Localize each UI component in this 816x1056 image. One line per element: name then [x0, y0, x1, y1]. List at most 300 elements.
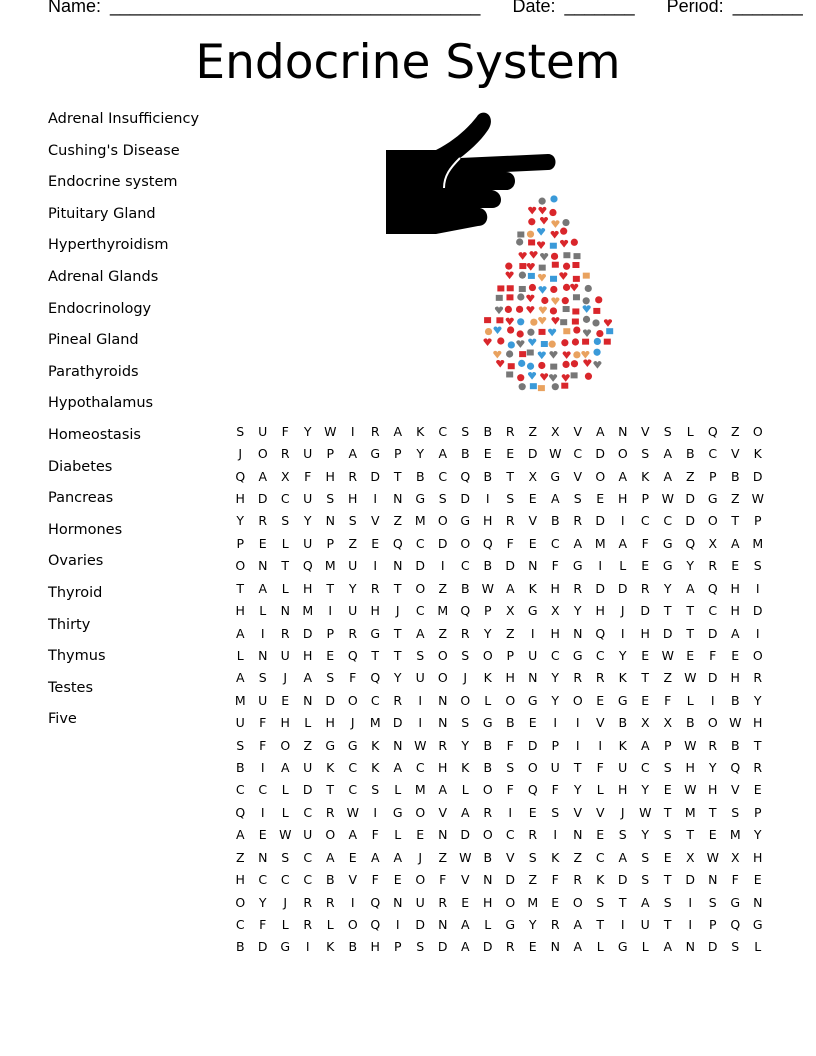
- grid-letter[interactable]: R: [258, 513, 268, 529]
- grid-letter[interactable]: G: [662, 558, 673, 574]
- grid-letter[interactable]: G: [752, 916, 763, 932]
- grid-letter[interactable]: T: [393, 580, 402, 596]
- grid-letter[interactable]: F: [349, 670, 357, 686]
- grid-letter[interactable]: N: [438, 692, 448, 708]
- grid-letter[interactable]: T: [573, 760, 582, 776]
- grid-letter[interactable]: O: [752, 423, 763, 439]
- grid-letter[interactable]: J: [620, 603, 625, 619]
- grid-letter[interactable]: Z: [528, 872, 538, 888]
- grid-letter[interactable]: L: [619, 558, 627, 574]
- grid-letter[interactable]: Q: [370, 670, 381, 686]
- grid-letter[interactable]: W: [346, 804, 359, 820]
- grid-letter[interactable]: M: [324, 558, 336, 574]
- grid-letter[interactable]: Z: [573, 849, 583, 865]
- grid-letter[interactable]: M: [684, 804, 696, 820]
- grid-letter[interactable]: T: [663, 916, 672, 932]
- grid-letter[interactable]: Y: [753, 827, 762, 843]
- grid-letter[interactable]: D: [257, 939, 268, 955]
- grid-letter[interactable]: Z: [528, 423, 538, 439]
- grid-letter[interactable]: S: [528, 849, 537, 865]
- grid-letter[interactable]: N: [438, 827, 448, 843]
- grid-letter[interactable]: D: [527, 737, 538, 753]
- grid-letter[interactable]: W: [459, 849, 472, 865]
- grid-letter[interactable]: C: [370, 692, 380, 708]
- grid-letter[interactable]: A: [550, 490, 560, 506]
- grid-letter[interactable]: A: [235, 827, 245, 843]
- grid-letter[interactable]: Z: [730, 423, 740, 439]
- grid-letter[interactable]: H: [483, 513, 493, 529]
- grid-letter[interactable]: E: [731, 647, 740, 663]
- grid-letter[interactable]: R: [573, 670, 583, 686]
- grid-letter[interactable]: P: [551, 737, 560, 753]
- grid-letter[interactable]: Q: [370, 894, 381, 910]
- grid-letter[interactable]: S: [663, 423, 672, 439]
- grid-letter[interactable]: D: [437, 939, 448, 955]
- grid-letter[interactable]: S: [573, 490, 582, 506]
- grid-letter[interactable]: H: [370, 939, 380, 955]
- grid-letter[interactable]: U: [303, 827, 313, 843]
- grid-letter[interactable]: Y: [461, 737, 470, 753]
- grid-letter[interactable]: H: [235, 872, 245, 888]
- grid-letter[interactable]: B: [415, 468, 425, 484]
- grid-row-letters[interactable]: [229, 536, 769, 551]
- grid-letter[interactable]: A: [595, 423, 605, 439]
- grid-letter[interactable]: R: [505, 939, 515, 955]
- grid-letter[interactable]: U: [528, 647, 538, 663]
- grid-letter[interactable]: N: [258, 849, 268, 865]
- grid-letter[interactable]: Y: [416, 446, 425, 462]
- grid-letter[interactable]: H: [325, 715, 335, 731]
- grid-letter[interactable]: B: [483, 737, 493, 753]
- grid-letter[interactable]: K: [326, 760, 335, 776]
- grid-letter[interactable]: D: [707, 939, 718, 955]
- grid-letter[interactable]: M: [234, 692, 246, 708]
- grid-letter[interactable]: M: [594, 535, 606, 551]
- grid-letter[interactable]: Q: [302, 558, 313, 574]
- grid-letter[interactable]: F: [731, 872, 739, 888]
- grid-letter[interactable]: B: [235, 760, 245, 776]
- grid-letter[interactable]: Q: [370, 916, 381, 932]
- grid-letter[interactable]: R: [438, 737, 448, 753]
- grid-letter[interactable]: C: [280, 872, 290, 888]
- grid-letter[interactable]: Y: [393, 670, 402, 686]
- grid-letter[interactable]: X: [640, 715, 650, 731]
- grid-letter[interactable]: D: [257, 490, 268, 506]
- grid-letter[interactable]: H: [550, 625, 560, 641]
- grid-letter[interactable]: Y: [348, 580, 357, 596]
- grid-letter[interactable]: K: [551, 849, 560, 865]
- grid-letter[interactable]: Y: [641, 782, 650, 798]
- grid-letter[interactable]: V: [573, 468, 583, 484]
- grid-letter[interactable]: G: [370, 625, 381, 641]
- grid-letter[interactable]: G: [730, 894, 741, 910]
- grid-letter[interactable]: E: [641, 692, 650, 708]
- grid-letter[interactable]: O: [752, 647, 763, 663]
- grid-row-letters[interactable]: [229, 446, 769, 461]
- grid-letter[interactable]: T: [731, 513, 740, 529]
- grid-letter[interactable]: P: [506, 647, 515, 663]
- date-blank[interactable]: _______: [564, 0, 635, 16]
- grid-letter[interactable]: Y: [618, 647, 627, 663]
- grid-letter[interactable]: S: [551, 804, 560, 820]
- grid-letter[interactable]: C: [348, 760, 358, 776]
- grid-letter[interactable]: G: [617, 692, 628, 708]
- grid-letter[interactable]: Z: [438, 849, 448, 865]
- grid-letter[interactable]: J: [238, 446, 243, 462]
- grid-letter[interactable]: G: [662, 535, 673, 551]
- grid-letter[interactable]: R: [505, 513, 515, 529]
- grid-letter[interactable]: T: [686, 827, 695, 843]
- grid-letter[interactable]: O: [280, 737, 291, 753]
- grid-letter[interactable]: A: [393, 760, 403, 776]
- grid-letter[interactable]: C: [460, 558, 470, 574]
- grid-letter[interactable]: E: [528, 535, 537, 551]
- grid-letter[interactable]: E: [753, 782, 762, 798]
- grid-letter[interactable]: R: [595, 670, 605, 686]
- grid-letter[interactable]: W: [324, 423, 337, 439]
- grid-letter[interactable]: E: [596, 490, 605, 506]
- grid-letter[interactable]: H: [550, 580, 560, 596]
- grid-letter[interactable]: C: [258, 872, 268, 888]
- grid-letter[interactable]: F: [709, 647, 717, 663]
- grid-letter[interactable]: A: [258, 580, 268, 596]
- grid-letter[interactable]: E: [483, 446, 492, 462]
- grid-letter[interactable]: E: [663, 849, 672, 865]
- grid-letter[interactable]: S: [506, 760, 515, 776]
- grid-letter[interactable]: N: [483, 872, 493, 888]
- grid-letter[interactable]: A: [258, 468, 268, 484]
- grid-row-letters[interactable]: [229, 760, 769, 775]
- grid-letter[interactable]: U: [640, 916, 650, 932]
- grid-letter[interactable]: P: [236, 535, 245, 551]
- grid-letter[interactable]: F: [371, 827, 379, 843]
- grid-letter[interactable]: X: [685, 849, 695, 865]
- grid-letter[interactable]: Y: [303, 423, 312, 439]
- grid-letter[interactable]: I: [598, 737, 603, 753]
- grid-letter[interactable]: S: [663, 827, 672, 843]
- grid-letter[interactable]: H: [303, 580, 313, 596]
- grid-letter[interactable]: Y: [753, 692, 762, 708]
- grid-letter[interactable]: U: [235, 715, 245, 731]
- grid-row-letters[interactable]: [229, 782, 769, 797]
- grid-letter[interactable]: M: [369, 715, 381, 731]
- grid-letter[interactable]: D: [302, 782, 313, 798]
- grid-letter[interactable]: X: [280, 468, 290, 484]
- grid-letter[interactable]: R: [325, 804, 335, 820]
- grid-letter[interactable]: P: [708, 916, 717, 932]
- grid-letter[interactable]: S: [281, 849, 290, 865]
- grid-letter[interactable]: D: [685, 490, 696, 506]
- grid-letter[interactable]: L: [686, 692, 694, 708]
- grid-letter[interactable]: A: [460, 939, 470, 955]
- grid-letter[interactable]: P: [753, 804, 762, 820]
- grid-letter[interactable]: H: [753, 849, 763, 865]
- grid-letter[interactable]: I: [260, 804, 265, 820]
- grid-letter[interactable]: E: [641, 558, 650, 574]
- grid-letter[interactable]: V: [460, 872, 470, 888]
- grid-letter[interactable]: O: [437, 647, 448, 663]
- grid-letter[interactable]: H: [685, 760, 695, 776]
- grid-letter[interactable]: L: [281, 782, 289, 798]
- grid-letter[interactable]: W: [661, 490, 674, 506]
- grid-letter[interactable]: Y: [551, 670, 560, 686]
- grid-letter[interactable]: C: [415, 535, 425, 551]
- grid-letter[interactable]: G: [415, 490, 426, 506]
- grid-letter[interactable]: A: [730, 535, 740, 551]
- grid-letter[interactable]: L: [484, 692, 492, 708]
- grid-letter[interactable]: V: [505, 849, 515, 865]
- grid-letter[interactable]: D: [527, 446, 538, 462]
- grid-letter[interactable]: Y: [641, 827, 650, 843]
- grid-letter[interactable]: I: [688, 916, 693, 932]
- grid-letter[interactable]: A: [505, 580, 515, 596]
- grid-letter[interactable]: S: [416, 647, 425, 663]
- grid-letter[interactable]: W: [729, 715, 742, 731]
- grid-letter[interactable]: H: [708, 782, 718, 798]
- grid-letter[interactable]: I: [485, 490, 490, 506]
- grid-letter[interactable]: L: [461, 782, 469, 798]
- grid-letter[interactable]: O: [460, 692, 471, 708]
- grid-letter[interactable]: E: [528, 490, 537, 506]
- grid-letter[interactable]: C: [438, 468, 448, 484]
- grid-letter[interactable]: N: [528, 670, 538, 686]
- grid-row-letters[interactable]: [229, 715, 769, 730]
- grid-row-letters[interactable]: [229, 491, 769, 506]
- grid-letter[interactable]: F: [281, 423, 289, 439]
- grid-letter[interactable]: X: [550, 423, 560, 439]
- grid-row-letters[interactable]: [229, 872, 769, 887]
- grid-letter[interactable]: P: [753, 513, 762, 529]
- grid-letter[interactable]: Y: [528, 916, 537, 932]
- grid-letter[interactable]: G: [527, 692, 538, 708]
- grid-letter[interactable]: I: [688, 894, 693, 910]
- grid-letter[interactable]: Q: [235, 468, 246, 484]
- grid-letter[interactable]: R: [528, 827, 538, 843]
- grid-letter[interactable]: I: [395, 916, 400, 932]
- grid-letter[interactable]: A: [280, 760, 290, 776]
- grid-row-letters[interactable]: [229, 917, 769, 932]
- grid-letter[interactable]: A: [348, 827, 358, 843]
- grid-letter[interactable]: P: [641, 490, 650, 506]
- grid-letter[interactable]: O: [437, 513, 448, 529]
- grid-letter[interactable]: Q: [730, 916, 741, 932]
- grid-letter[interactable]: B: [483, 468, 493, 484]
- grid-letter[interactable]: B: [618, 715, 628, 731]
- grid-letter[interactable]: V: [348, 872, 358, 888]
- grid-letter[interactable]: Q: [460, 468, 471, 484]
- grid-letter[interactable]: U: [348, 558, 358, 574]
- grid-letter[interactable]: C: [348, 782, 358, 798]
- grid-letter[interactable]: M: [414, 782, 426, 798]
- grid-row-letters[interactable]: [229, 738, 769, 753]
- grid-letter[interactable]: I: [305, 939, 310, 955]
- grid-letter[interactable]: F: [304, 468, 312, 484]
- grid-letter[interactable]: R: [370, 423, 380, 439]
- grid-letter[interactable]: A: [393, 423, 403, 439]
- grid-letter[interactable]: Y: [573, 782, 582, 798]
- grid-row-letters[interactable]: [229, 424, 769, 439]
- grid-letter[interactable]: F: [506, 535, 514, 551]
- grid-letter[interactable]: J: [395, 603, 400, 619]
- grid-letter[interactable]: C: [303, 804, 313, 820]
- grid-letter[interactable]: B: [730, 737, 740, 753]
- grid-letter[interactable]: E: [551, 894, 560, 910]
- grid-letter[interactable]: O: [482, 827, 493, 843]
- grid-letter[interactable]: E: [258, 827, 267, 843]
- grid-letter[interactable]: R: [393, 692, 403, 708]
- grid-letter[interactable]: K: [618, 670, 627, 686]
- grid-letter[interactable]: N: [393, 558, 403, 574]
- grid-letter[interactable]: E: [393, 872, 402, 888]
- grid-letter[interactable]: D: [460, 827, 471, 843]
- grid-letter[interactable]: D: [662, 625, 673, 641]
- grid-letter[interactable]: S: [416, 939, 425, 955]
- grid-letter[interactable]: A: [415, 625, 425, 641]
- grid-letter[interactable]: T: [393, 647, 402, 663]
- grid-letter[interactable]: L: [281, 580, 289, 596]
- grid-row-letters[interactable]: [229, 648, 769, 663]
- grid-letter[interactable]: B: [483, 558, 493, 574]
- grid-row-letters[interactable]: [229, 805, 769, 820]
- grid-letter[interactable]: I: [350, 423, 355, 439]
- grid-letter[interactable]: V: [438, 804, 448, 820]
- grid-letter[interactable]: A: [618, 535, 628, 551]
- grid-letter[interactable]: F: [259, 916, 267, 932]
- grid-letter[interactable]: N: [258, 558, 268, 574]
- grid-letter[interactable]: O: [707, 513, 718, 529]
- grid-letter[interactable]: A: [325, 849, 335, 865]
- grid-letter[interactable]: D: [640, 603, 651, 619]
- grid-letter[interactable]: B: [348, 939, 358, 955]
- grid-letter[interactable]: N: [393, 490, 403, 506]
- grid-letter[interactable]: O: [415, 872, 426, 888]
- grid-letter[interactable]: A: [730, 625, 740, 641]
- grid-letter[interactable]: Y: [258, 894, 267, 910]
- grid-letter[interactable]: D: [685, 872, 696, 888]
- grid-letter[interactable]: R: [325, 894, 335, 910]
- grid-letter[interactable]: D: [707, 625, 718, 641]
- grid-letter[interactable]: S: [596, 894, 605, 910]
- grid-letter[interactable]: S: [663, 760, 672, 776]
- grid-letter[interactable]: I: [598, 558, 603, 574]
- grid-letter[interactable]: S: [348, 513, 357, 529]
- grid-letter[interactable]: A: [663, 939, 673, 955]
- grid-letter[interactable]: A: [348, 446, 358, 462]
- grid-letter[interactable]: V: [528, 513, 538, 529]
- grid-letter[interactable]: T: [663, 872, 672, 888]
- grid-letter[interactable]: S: [731, 939, 740, 955]
- grid-letter[interactable]: G: [392, 804, 403, 820]
- grid-letter[interactable]: B: [483, 849, 493, 865]
- grid-letter[interactable]: U: [415, 670, 425, 686]
- grid-letter[interactable]: Y: [483, 625, 492, 641]
- grid-letter[interactable]: R: [483, 804, 493, 820]
- grid-letter[interactable]: R: [348, 468, 358, 484]
- grid-letter[interactable]: P: [663, 737, 672, 753]
- grid-letter[interactable]: V: [595, 715, 605, 731]
- grid-letter[interactable]: L: [641, 939, 649, 955]
- grid-letter[interactable]: Q: [347, 647, 358, 663]
- grid-letter[interactable]: T: [393, 468, 402, 484]
- grid-letter[interactable]: O: [505, 894, 516, 910]
- grid-letter[interactable]: V: [573, 423, 583, 439]
- grid-letter[interactable]: N: [280, 603, 290, 619]
- grid-letter[interactable]: I: [373, 490, 378, 506]
- grid-letter[interactable]: E: [708, 827, 717, 843]
- grid-letter[interactable]: Q: [482, 535, 493, 551]
- grid-letter[interactable]: D: [617, 580, 628, 596]
- grid-letter[interactable]: A: [235, 625, 245, 641]
- grid-letter[interactable]: C: [708, 446, 718, 462]
- grid-letter[interactable]: N: [438, 916, 448, 932]
- grid-letter[interactable]: Y: [551, 692, 560, 708]
- grid-letter[interactable]: B: [483, 760, 493, 776]
- grid-letter[interactable]: B: [730, 692, 740, 708]
- grid-letter[interactable]: S: [326, 670, 335, 686]
- grid-letter[interactable]: S: [236, 737, 245, 753]
- grid-letter[interactable]: D: [415, 916, 426, 932]
- grid-letter[interactable]: D: [505, 872, 516, 888]
- grid-letter[interactable]: X: [528, 468, 538, 484]
- grid-row-letters[interactable]: [229, 827, 769, 842]
- grid-letter[interactable]: G: [347, 737, 358, 753]
- grid-letter[interactable]: E: [416, 827, 425, 843]
- grid-letter[interactable]: Z: [235, 849, 245, 865]
- grid-letter[interactable]: A: [640, 737, 650, 753]
- grid-letter[interactable]: P: [326, 625, 335, 641]
- grid-letter[interactable]: M: [302, 603, 314, 619]
- grid-letter[interactable]: M: [527, 894, 539, 910]
- grid-row-letters[interactable]: [229, 469, 769, 484]
- grid-letter[interactable]: S: [371, 782, 380, 798]
- grid-letter[interactable]: B: [685, 446, 695, 462]
- grid-letter[interactable]: U: [415, 894, 425, 910]
- grid-letter[interactable]: E: [528, 804, 537, 820]
- grid-letter[interactable]: L: [326, 916, 334, 932]
- grid-letter[interactable]: J: [350, 715, 355, 731]
- grid-letter[interactable]: H: [730, 580, 740, 596]
- grid-letter[interactable]: I: [440, 558, 445, 574]
- grid-letter[interactable]: O: [707, 715, 718, 731]
- grid-letter[interactable]: O: [595, 468, 606, 484]
- grid-row-letters[interactable]: [229, 513, 769, 528]
- grid-letter[interactable]: A: [618, 468, 628, 484]
- grid-letter[interactable]: O: [325, 827, 336, 843]
- grid-letter[interactable]: K: [416, 423, 425, 439]
- grid-letter[interactable]: T: [236, 580, 245, 596]
- grid-letter[interactable]: Q: [707, 423, 718, 439]
- grid-letter[interactable]: Z: [505, 625, 515, 641]
- grid-letter[interactable]: V: [640, 423, 650, 439]
- grid-letter[interactable]: A: [573, 916, 583, 932]
- grid-letter[interactable]: G: [370, 446, 381, 462]
- grid-letter[interactable]: F: [596, 760, 604, 776]
- grid-letter[interactable]: T: [708, 804, 717, 820]
- grid-letter[interactable]: T: [618, 894, 627, 910]
- grid-letter[interactable]: C: [708, 603, 718, 619]
- grid-letter[interactable]: S: [236, 423, 245, 439]
- grid-letter[interactable]: D: [392, 715, 403, 731]
- grid-letter[interactable]: M: [752, 535, 764, 551]
- grid-letter[interactable]: E: [596, 692, 605, 708]
- grid-letter[interactable]: F: [259, 715, 267, 731]
- grid-letter[interactable]: J: [463, 670, 468, 686]
- grid-letter[interactable]: S: [258, 670, 267, 686]
- grid-letter[interactable]: R: [573, 513, 583, 529]
- grid-letter[interactable]: P: [393, 939, 402, 955]
- grid-letter[interactable]: D: [595, 513, 606, 529]
- grid-letter[interactable]: Z: [348, 535, 358, 551]
